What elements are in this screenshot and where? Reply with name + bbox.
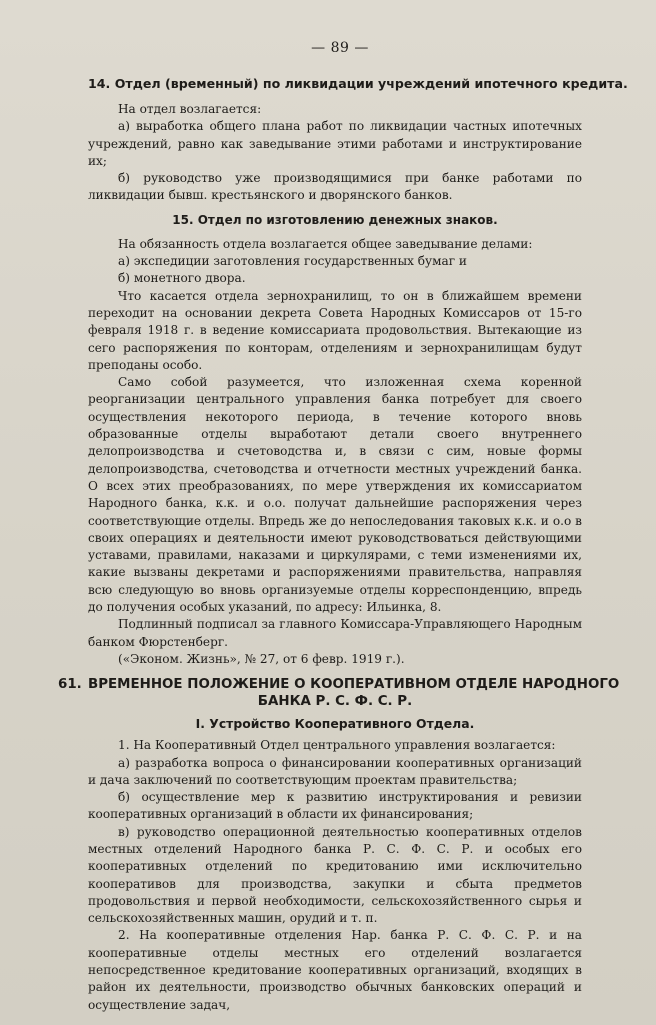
section-15-intro: На обязанность отдела возлагается общее заведывание делами: — [118, 236, 533, 251]
clause-1-item-a: а) разработка вопроса о финансировании кооперативных организаций и дача заключений по соответствующим проектам правительства; — [88, 755, 582, 787]
section-15-paragraph-1: Что касается отдела зернохранилищ, то он в ближайшем времени переходит на основании декрета Совета Народных Комиссаров от 15-го февраля 1918 г. в ведение комиссариата продовольствия. Вытекающие из сего распоряжения по конторам, отделениям и зернохранилищам будут преподаны особо. — [88, 288, 582, 372]
clause-1-item-b: б) осуществление мер к развитию инструктирования и ревизии кооперативных организаций в области их финансирования; — [88, 790, 582, 822]
document-61-title-line-1: ВРЕМЕННОЕ ПОЛОЖЕНИЕ О КООПЕРАТИВНОМ ОТДЕЛЕ НАРОДНОГО — [88, 677, 620, 693]
section-14-heading: 14. Отдел (временный) по ликвидации учреждений ипотечного кредита. — [88, 76, 628, 91]
section-14-item-a: а) выработка общего плана работ по ликвидации частных ипотечных учреждений, равно как заведывание этими работами и инструктирование их; — [88, 119, 582, 168]
clause-1-item-c: в) руководство операционной деятельностью кооперативных отделов местных отделений Народного банка Р. С. Ф. С. Р. и особых его кооперативных отделений по кредитованию ими исключительно кооперативов для производства, закупки и сбыта предметов продовольствия и первой необходимости, сельскохозяйственного сырья и сельскохозяйственных машин, орудий и т. п. — [88, 824, 582, 926]
source-citation: («Эконом. Жизнь», № 27, от 6 февр. 1919 г.). — [118, 651, 405, 666]
section-15-paragraph-2: Само собой разумеется, что изложенная схема коренной реорганизации центрального управления банка потребует для своего осуществления некоторого периода, в течение которого вновь образованные отделы выработают детали своего внутреннего делопроизводства и счетоводства и, в связи с сим, новые формы делопроизводства, счетоводства и отчетности местных учреждений банка. О всех этих преобразованиях, по мере утверждения их комиссариатом Народного банка, к.к. и о.о. получат дальнейшие распоряжения через соответствующие отделы. Впредь же до непоследования таковых к.к. и о.о в своих операциях и деятельности имеют руководствоваться действующими уставами, правилами, наказами и циркулярами, с теми изменениями их, какие вызваны декретами и распоряжениями правительства, направляя всю следующую во вновь организуемые отделы корреспонденцию, впредь до получения особых указаний, по адресу: Ильинка, 8. — [88, 375, 582, 615]
clause-2: 2. На кооперативные отделения Нар. банка Р. С. Ф. С. Р. и на кооперативные отделы местных его отделений возлагается непосредственное кредитование кооперативных организаций, входящих в район их деятельности, производство обычных банковских операций и осуществление задач, — [88, 928, 582, 1012]
signature-line: Подлинный подписал за главного Комиссара-Управляющего Народным банком Фюрстенберг. — [88, 617, 582, 649]
document-61-heading — [58, 676, 620, 710]
section-15-item-a: а) экспедиции заготовления государственных бумаг и — [118, 254, 467, 269]
document-61-number: 61. — [58, 677, 82, 693]
section-15-heading: 15. Отдел по изготовлению денежных знаков. — [172, 212, 498, 227]
part-1-heading: I. Устройство Кооперативного Отдела. — [195, 716, 475, 732]
section-14-intro: На отдел возлагается: — [118, 102, 262, 116]
clause-1-intro: 1. На Кооперативный Отдел центрального управления возлагается: — [118, 738, 556, 753]
section-15-item-b: б) монетного двора. — [118, 271, 246, 286]
document-61-title-line-2: БАНКА Р. С. Ф. С. Р. — [257, 694, 413, 710]
page-number: — 89 — — [311, 40, 369, 56]
section-14-item-b: б) руководство уже производящимися при банке работами по ликвидации бывш. крестьянского и дворянского банков. — [88, 171, 582, 203]
